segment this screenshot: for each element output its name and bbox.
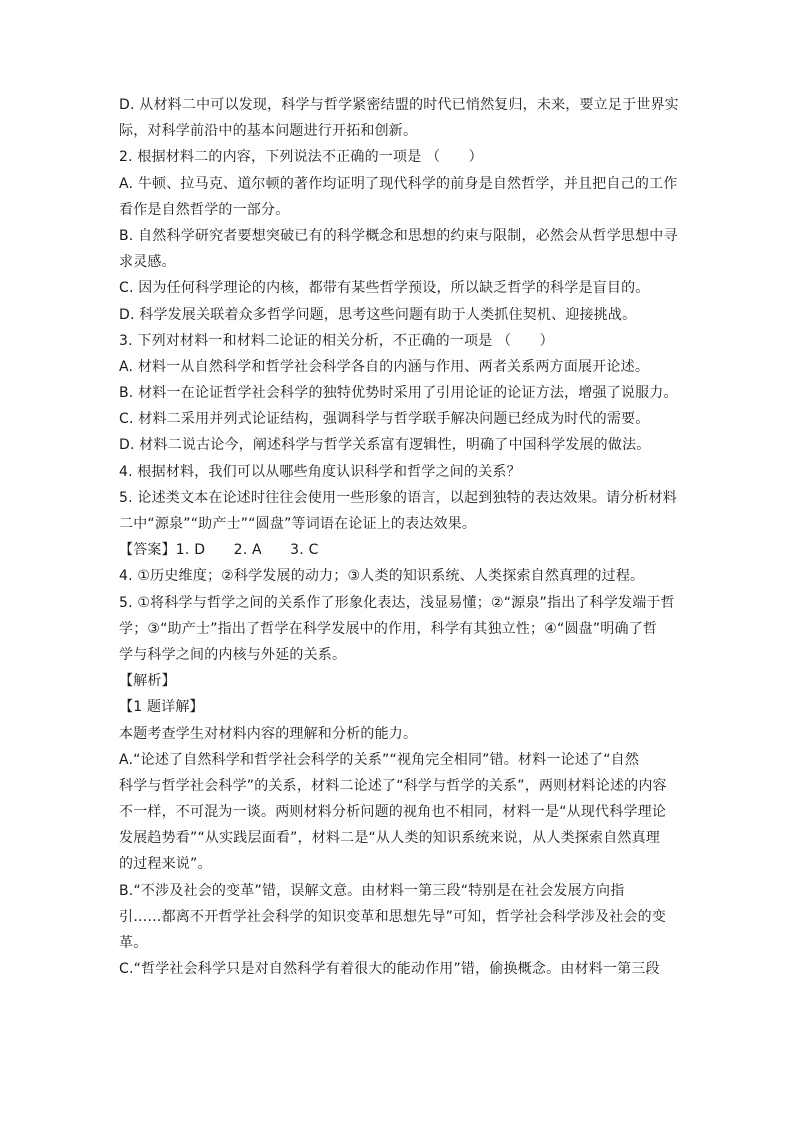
detail-b-line-3: 革。 xyxy=(119,935,148,951)
detail-a-line-2: 科学与哲学社会科学”的关系，材料二论述了“科学与哲学的关系”，两则材料论述的内容 xyxy=(119,777,667,794)
question-5-line-2: 二中“源泉”“助产士”“圆盘”等词语在论证上的表达效果。 xyxy=(119,516,477,532)
detail-intro: 本题考查学生对材料内容的理解和分析的能力。 xyxy=(119,725,418,742)
detail-b-line-1: B.“不涉及社会的变革”错，误解文意。由材料一第三段“特别是在社会发展方向指 xyxy=(119,882,625,899)
q2-option-a-line-2: 看作是自然哲学的一部分。 xyxy=(119,201,290,218)
question-5-line-1: 5. 论述类文本在论述时往往会使用一些形象的语言，以起到独特的表达效果。请分析材料 xyxy=(119,489,678,506)
detail-a-line-4: 发展趋势看”“从实践层面看”，材料二是“从人类的知识系统来说，从人类探索自然真理 xyxy=(119,830,661,847)
q3-option-d: D. 材料二说古论今，阐述科学与哲学关系富有逻辑性，明确了中国科学发展的做法。 xyxy=(119,437,651,454)
document-page xyxy=(119,92,679,982)
question-4: 4. 根据材料，我们可以从哪些角度认识科学和哲学之间的关系？ xyxy=(119,463,521,480)
analysis-heading: 【解析】 xyxy=(119,673,176,690)
q2-option-b-line-2: 求灵感。 xyxy=(119,254,176,271)
q3-option-a: A. 材料一从自然科学和哲学社会科学各自的内涵与作用、两者关系两方面展开论述。 xyxy=(119,358,650,375)
detail-a-line-5: 的过程来说”。 xyxy=(119,856,212,873)
detail-c-line-1: C.“哲学社会科学只是对自然科学有着很大的能动作用”错，偷换概念。由材料一第三段 xyxy=(119,961,660,978)
question-2: 2. 根据材料二的内容，下列说法不正确的一项是 （ ） xyxy=(119,149,483,166)
option-d-line-1: D. 从材料二中可以发现，科学与哲学紧密结盟的时代已悄然复归，未来，要立足于世界实 xyxy=(119,97,679,113)
answer-5-line-2: 学；③“助产士”指出了哲学在科学发展中的作用，科学有其独立性；④“圆盘”明确了哲 xyxy=(119,620,658,637)
detail-a-line-3: 不一样，不可混为一谈。两则材料分析问题的视角也不相同，材料一是“从现代科学理论 xyxy=(119,804,667,821)
detail-a-line-1: A.“论述了自然科学和哲学社会科学的关系”“视角完全相同”错。材料一论述了“自然 xyxy=(119,751,640,768)
q2-option-a-line-1: A. 牛顿、拉马克、道尔顿的著作均证明了现代科学的前身是自然哲学，并且把自己的工作 xyxy=(119,175,678,192)
q1-detail-heading: 【1 题详解】 xyxy=(119,699,204,716)
q3-option-b: B. 材料一在论证哲学社会科学的独特优势时采用了引用论证的论证方法，增强了说服力。 xyxy=(119,385,678,402)
detail-b-line-2: 引……都离不开哲学社会科学的知识变革和思想先导”可知，哲学社会科学涉及社会的变 xyxy=(119,908,667,925)
answer-heading: 【答案】1. D 2. A 3. C xyxy=(119,542,319,559)
q2-option-d: D. 科学发展关联着众多哲学问题，思考这些问题有助于人类抓住契机、迎接挑战。 xyxy=(119,306,637,323)
option-d-line-2: 际，对科学前沿中的基本问题进行开拓和创新。 xyxy=(119,123,418,140)
answer-4: 4. ①历史维度；②科学发展的动力；③人类的知识系统、人类探索自然真理的过程。 xyxy=(119,568,645,585)
answer-5-line-1: 5. ①将科学与哲学之间的关系作了形象化表达，浅显易懂；②“源泉”指出了科学发端于哲 xyxy=(119,594,675,611)
q2-option-b-line-1: B. 自然科学研究者要想突破已有的科学概念和思想的约束与限制，必然会从哲学思想中寻 xyxy=(119,227,678,244)
answer-5-line-3: 学与科学之间的内核与外延的关系。 xyxy=(119,646,347,663)
q2-option-c: C. 因为任何科学理论的内核，都带有某些哲学预设，所以缺乏哲学的科学是盲目的。 xyxy=(119,280,650,297)
question-3: 3. 下列对材料一和材料二论证的相关分析，不正确的一项是 （ ） xyxy=(119,332,554,349)
q3-option-c: C. 材料二采用并列式论证结构，强调科学与哲学联手解决问题已经成为时代的需要。 xyxy=(119,411,650,428)
